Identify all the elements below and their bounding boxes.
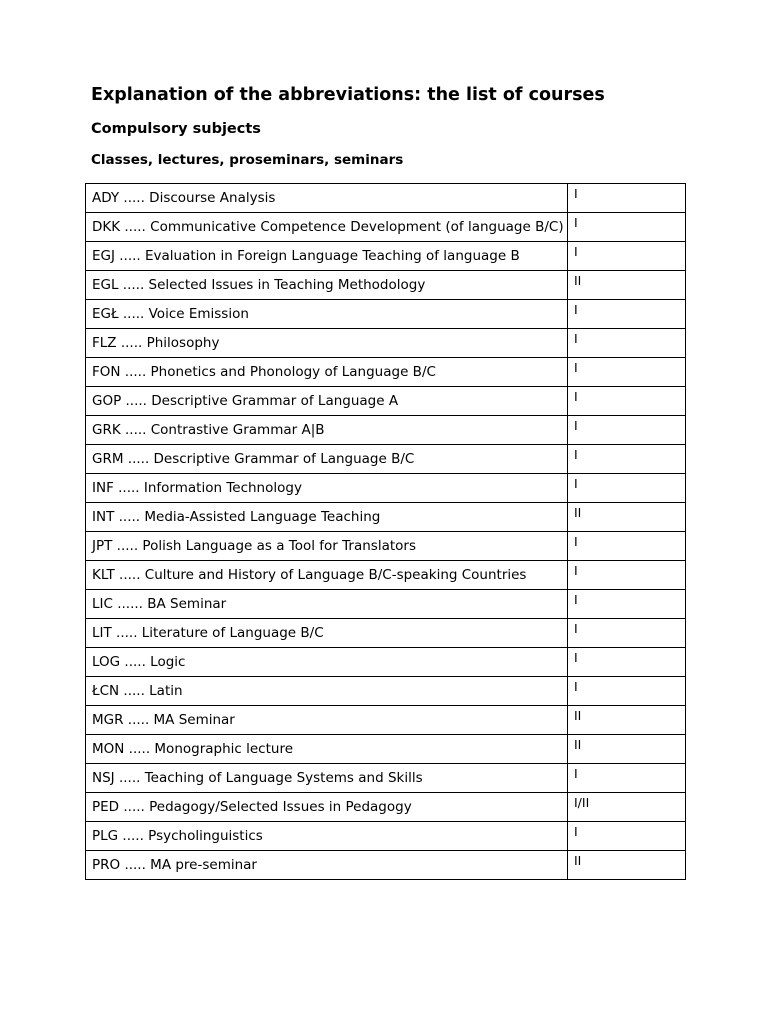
table-row (86, 677, 686, 706)
course-semester-cell: II (568, 706, 686, 735)
course-semester-cell: I (568, 416, 686, 445)
course-abbreviation-cell: PRO ..... MA pre-seminar (86, 851, 568, 880)
course-abbreviation-cell: PED ..... Pedagogy/Selected Issues in Pedagogy (86, 793, 568, 822)
course-abbreviation-cell: ŁCN ..... Latin (86, 677, 568, 706)
course-semester-cell: I (568, 184, 686, 213)
page-title: Explanation of the abbreviations: the list of courses (91, 85, 605, 105)
course-abbreviation-cell: EGJ ..... Evaluation in Foreign Language Teaching of language B (86, 242, 568, 271)
course-semester-cell: I (568, 329, 686, 358)
course-abbreviation-cell: GOP ..... Descriptive Grammar of Language A (86, 387, 568, 416)
table-row (86, 445, 686, 474)
course-abbreviation-cell: GRK ..... Contrastive Grammar A|B (86, 416, 568, 445)
course-abbreviation-cell: FLZ ..... Philosophy (86, 329, 568, 358)
course-abbreviation-cell: INT ..... Media-Assisted Language Teaching (86, 503, 568, 532)
courses-table-body (86, 184, 686, 880)
course-abbreviation-cell: PLG ..... Psycholinguistics (86, 822, 568, 851)
course-semester-cell: I (568, 822, 686, 851)
course-abbreviation-cell: LOG ..... Logic (86, 648, 568, 677)
course-abbreviation-cell: INF ..... Information Technology (86, 474, 568, 503)
table-row (86, 358, 686, 387)
course-abbreviation-cell: MON ..... Monographic lecture (86, 735, 568, 764)
course-semester-cell: I (568, 590, 686, 619)
course-semester-cell: II (568, 851, 686, 880)
table-row (86, 851, 686, 880)
course-abbreviation-cell: LIT ..... Literature of Language B/C (86, 619, 568, 648)
course-abbreviation-cell: LIC ...... BA Seminar (86, 590, 568, 619)
table-row (86, 213, 686, 242)
table-row (86, 793, 686, 822)
course-semester-cell: I (568, 242, 686, 271)
course-semester-cell: II (568, 503, 686, 532)
table-row (86, 619, 686, 648)
course-abbreviation-cell: KLT ..... Culture and History of Language B/C-speaking Countries (86, 561, 568, 590)
course-semester-cell: II (568, 735, 686, 764)
course-abbreviation-cell: EGŁ ..... Voice Emission (86, 300, 568, 329)
table-row (86, 706, 686, 735)
table-row (86, 416, 686, 445)
course-abbreviation-cell: JPT ..... Polish Language as a Tool for Translators (86, 532, 568, 561)
course-semester-cell: I (568, 532, 686, 561)
course-semester-cell: I (568, 764, 686, 793)
table-row (86, 329, 686, 358)
course-abbreviation-cell: MGR ..... MA Seminar (86, 706, 568, 735)
course-abbreviation-cell: DKK ..... Communicative Competence Development (of language B/C) (86, 213, 568, 242)
table-row (86, 387, 686, 416)
table-row (86, 300, 686, 329)
table-row (86, 532, 686, 561)
course-semester-cell: I (568, 300, 686, 329)
subsection-heading: Classes, lectures, proseminars, seminars (91, 152, 404, 168)
table-row (86, 474, 686, 503)
course-semester-cell: I (568, 358, 686, 387)
course-abbreviation-cell: NSJ ..... Teaching of Language Systems and Skills (86, 764, 568, 793)
course-semester-cell: I (568, 474, 686, 503)
table-row (86, 184, 686, 213)
table-row (86, 648, 686, 677)
table-row (86, 561, 686, 590)
table-row (86, 735, 686, 764)
course-semester-cell: I/II (568, 793, 686, 822)
course-semester-cell: I (568, 387, 686, 416)
course-semester-cell: I (568, 677, 686, 706)
course-abbreviation-cell: GRM ..... Descriptive Grammar of Language B/C (86, 445, 568, 474)
table-row (86, 764, 686, 793)
table-row (86, 242, 686, 271)
courses-table (85, 183, 686, 880)
table-row (86, 590, 686, 619)
table-row (86, 503, 686, 532)
course-abbreviation-cell: ADY ..... Discourse Analysis (86, 184, 568, 213)
course-semester-cell: I (568, 619, 686, 648)
table-row (86, 822, 686, 851)
course-abbreviation-cell: FON ..... Phonetics and Phonology of Language B/C (86, 358, 568, 387)
course-semester-cell: I (568, 648, 686, 677)
section-heading: Compulsory subjects (91, 121, 261, 137)
course-semester-cell: I (568, 445, 686, 474)
course-semester-cell: I (568, 561, 686, 590)
course-abbreviation-cell: EGL ..... Selected Issues in Teaching Methodology (86, 271, 568, 300)
course-semester-cell: II (568, 271, 686, 300)
course-semester-cell: I (568, 213, 686, 242)
table-row (86, 271, 686, 300)
